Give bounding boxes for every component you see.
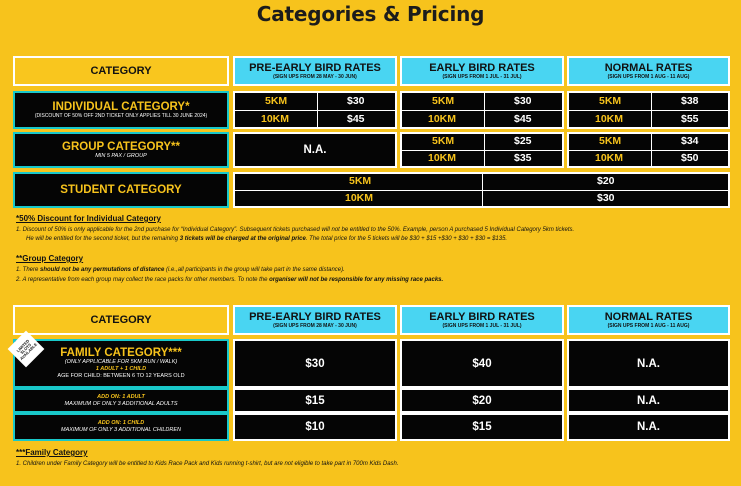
individual-early-prices — [400, 91, 564, 129]
student-category-label — [13, 172, 229, 208]
price-value: $35 — [514, 152, 532, 164]
family-category-label — [13, 339, 229, 388]
addon-child-normal-price — [567, 413, 730, 441]
addon-child-pre-early-price — [233, 413, 397, 441]
family-normal-price — [567, 339, 730, 388]
individual-normal-prices — [567, 91, 730, 129]
price-value: $34 — [681, 135, 699, 147]
price-value: $20 — [472, 394, 492, 407]
family-early-header — [400, 305, 564, 335]
individual-category-name: INDIVIDUAL CATEGORY* — [52, 100, 190, 113]
addon-adult-pre-early-price — [233, 388, 397, 413]
group-category-label — [13, 132, 229, 168]
family-category-header — [13, 305, 229, 335]
limited-slots-badge: LIMITED SLOTS AVAILABLE — [8, 331, 45, 368]
individual-category-note: (DISCOUNT OF 50% OFF 2ND TICKET ONLY APPLIES TILL 30 JUNE 2024) — [34, 112, 208, 119]
group-category-note: MIN 5 PAX / GROUP — [95, 152, 147, 159]
price-value: $45 — [514, 113, 532, 125]
rate-header-dates: (SIGN UPS FROM 28 MAY - 30 JUN) — [273, 73, 357, 80]
distance-label: 5KM — [432, 135, 455, 147]
distance-label: 10KM — [595, 113, 624, 125]
individual-discount-heading: *50% Discount for Individual Category — [16, 214, 161, 223]
rate-header-name: PRE-EARLY BIRD RATES — [249, 310, 381, 323]
price-value: $25 — [514, 135, 532, 147]
family-category-sub1: (ONLY APPLICABLE FOR 5KM RUN / WALK) — [64, 359, 178, 365]
not-available-value: N.A. — [303, 144, 327, 156]
distance-label: 5KM — [349, 175, 372, 187]
price-value: $30 — [347, 95, 365, 107]
family-pre-early-header — [233, 305, 397, 335]
family-pre-early-price — [233, 339, 397, 388]
individual-category-label — [13, 91, 229, 129]
normal-rates-header — [567, 56, 730, 86]
family-category-sub3: AGE FOR CHILD: BETWEEN 6 TO 12 YEARS OLD — [57, 373, 185, 379]
individual-discount-note-2: He will be entitled for the second ticket, but the remaining 3 tickets will be charged at the original price. The total price for the 5 tickets will be $30 + $15 +$30 + $30 + $30 = $135. — [26, 236, 508, 242]
category-header-label: CATEGORY — [90, 65, 152, 77]
price-value: $15 — [305, 394, 325, 407]
group-category-heading: **Group Category — [16, 254, 84, 263]
addon-adult-early-price — [400, 388, 564, 413]
early-bird-header — [400, 56, 564, 86]
price-value: N.A. — [637, 421, 660, 433]
group-early-prices — [400, 132, 564, 168]
distance-label: 10KM — [345, 192, 374, 204]
family-category-heading: ***Family Category — [16, 448, 88, 457]
rate-header-name: NORMAL RATES — [604, 310, 693, 323]
individual-pre-early-prices — [233, 91, 397, 129]
distance-label: 10KM — [261, 113, 290, 125]
price-value: $55 — [681, 113, 699, 125]
distance-label: 10KM — [428, 113, 457, 125]
family-category-name: FAMILY CATEGORY*** — [60, 347, 182, 359]
price-value: N.A. — [637, 357, 660, 370]
price-value: $30 — [305, 357, 325, 370]
addon-adult-label — [13, 388, 229, 413]
individual-discount-note-1: 1. Discount of 50% is only applicable for the 2nd purchase for “Individual Category”. Subsequent tickets purchased will not be entitled to the 50%. Example, person A purchased 5 Individual Category 5km tickets. — [16, 227, 575, 233]
addon-adult-normal-price — [567, 388, 730, 413]
price-value: $30 — [597, 192, 615, 204]
group-note-2: 2. A representative from each group may collect the race packs for other members. To note the organiser will not be responsible for any missing race packs. — [16, 277, 444, 283]
distance-label: 5KM — [599, 135, 622, 147]
rate-header-dates: (SIGN UPS FROM 1 AUG - 11 AUG) — [607, 322, 690, 329]
price-value: $15 — [472, 421, 492, 433]
family-normal-header — [567, 305, 730, 335]
student-prices — [233, 172, 730, 208]
addon-adult-name: ADD ON: 1 ADULT — [97, 393, 145, 400]
price-value: $10 — [305, 421, 325, 433]
price-value: $38 — [681, 95, 699, 107]
pre-early-bird-header — [233, 56, 397, 86]
distance-label: 10KM — [428, 152, 457, 164]
addon-child-early-price — [400, 413, 564, 441]
addon-child-sub: MAXIMUM OF ONLY 3 ADDITIONAL CHILDREN — [60, 427, 181, 433]
family-note-1: 1. Children under Family Category will be entitled to Kids Race Pack and Kids running t-shirt, but are not eligible to take part in 700m Kids Dash. — [16, 461, 399, 467]
family-early-price — [400, 339, 564, 388]
rate-header-name: NORMAL RATES — [604, 61, 693, 74]
group-normal-prices — [567, 132, 730, 168]
rate-header-dates: (SIGN UPS FROM 1 JUL - 31 JUL) — [442, 322, 522, 329]
addon-child-label — [13, 413, 229, 441]
group-category-name: GROUP CATEGORY** — [62, 140, 180, 153]
addon-child-name: ADD ON: 1 CHILD — [97, 420, 145, 426]
rate-header-dates: (SIGN UPS FROM 28 MAY - 30 JUN) — [273, 322, 357, 329]
distance-label: 5KM — [265, 95, 288, 107]
distance-label: 5KM — [432, 95, 455, 107]
distance-label: 10KM — [595, 152, 624, 164]
rate-header-name: EARLY BIRD RATES — [429, 61, 535, 74]
rate-header-name: EARLY BIRD RATES — [429, 310, 535, 323]
price-value: $40 — [472, 357, 492, 370]
price-value: $50 — [681, 152, 699, 164]
rate-header-name: PRE-EARLY BIRD RATES — [249, 61, 381, 74]
category-header-label: CATEGORY — [90, 314, 152, 326]
category-header — [13, 56, 229, 86]
price-value: $20 — [597, 175, 615, 187]
group-note-1: 1. There should not be any permutations of distance (i.e.,all participants in the group will take part in the same distance). — [16, 267, 345, 273]
price-value: $30 — [514, 95, 532, 107]
distance-label: 5KM — [599, 95, 622, 107]
group-pre-early-price — [233, 132, 397, 168]
page-title: Categories & Pricing — [256, 2, 485, 26]
addon-adult-sub: MAXIMUM OF ONLY 3 ADDITIONAL ADULTS — [64, 400, 178, 407]
rate-header-dates: (SIGN UPS FROM 1 JUL - 31 JUL) — [442, 73, 522, 80]
price-value: $45 — [347, 113, 365, 125]
rate-header-dates: (SIGN UPS FROM 1 AUG - 11 AUG) — [607, 73, 690, 80]
price-value: N.A. — [637, 394, 660, 407]
family-category-sub2: 1 ADULT + 1 CHILD — [95, 366, 147, 372]
student-category-name: STUDENT CATEGORY — [60, 184, 182, 196]
